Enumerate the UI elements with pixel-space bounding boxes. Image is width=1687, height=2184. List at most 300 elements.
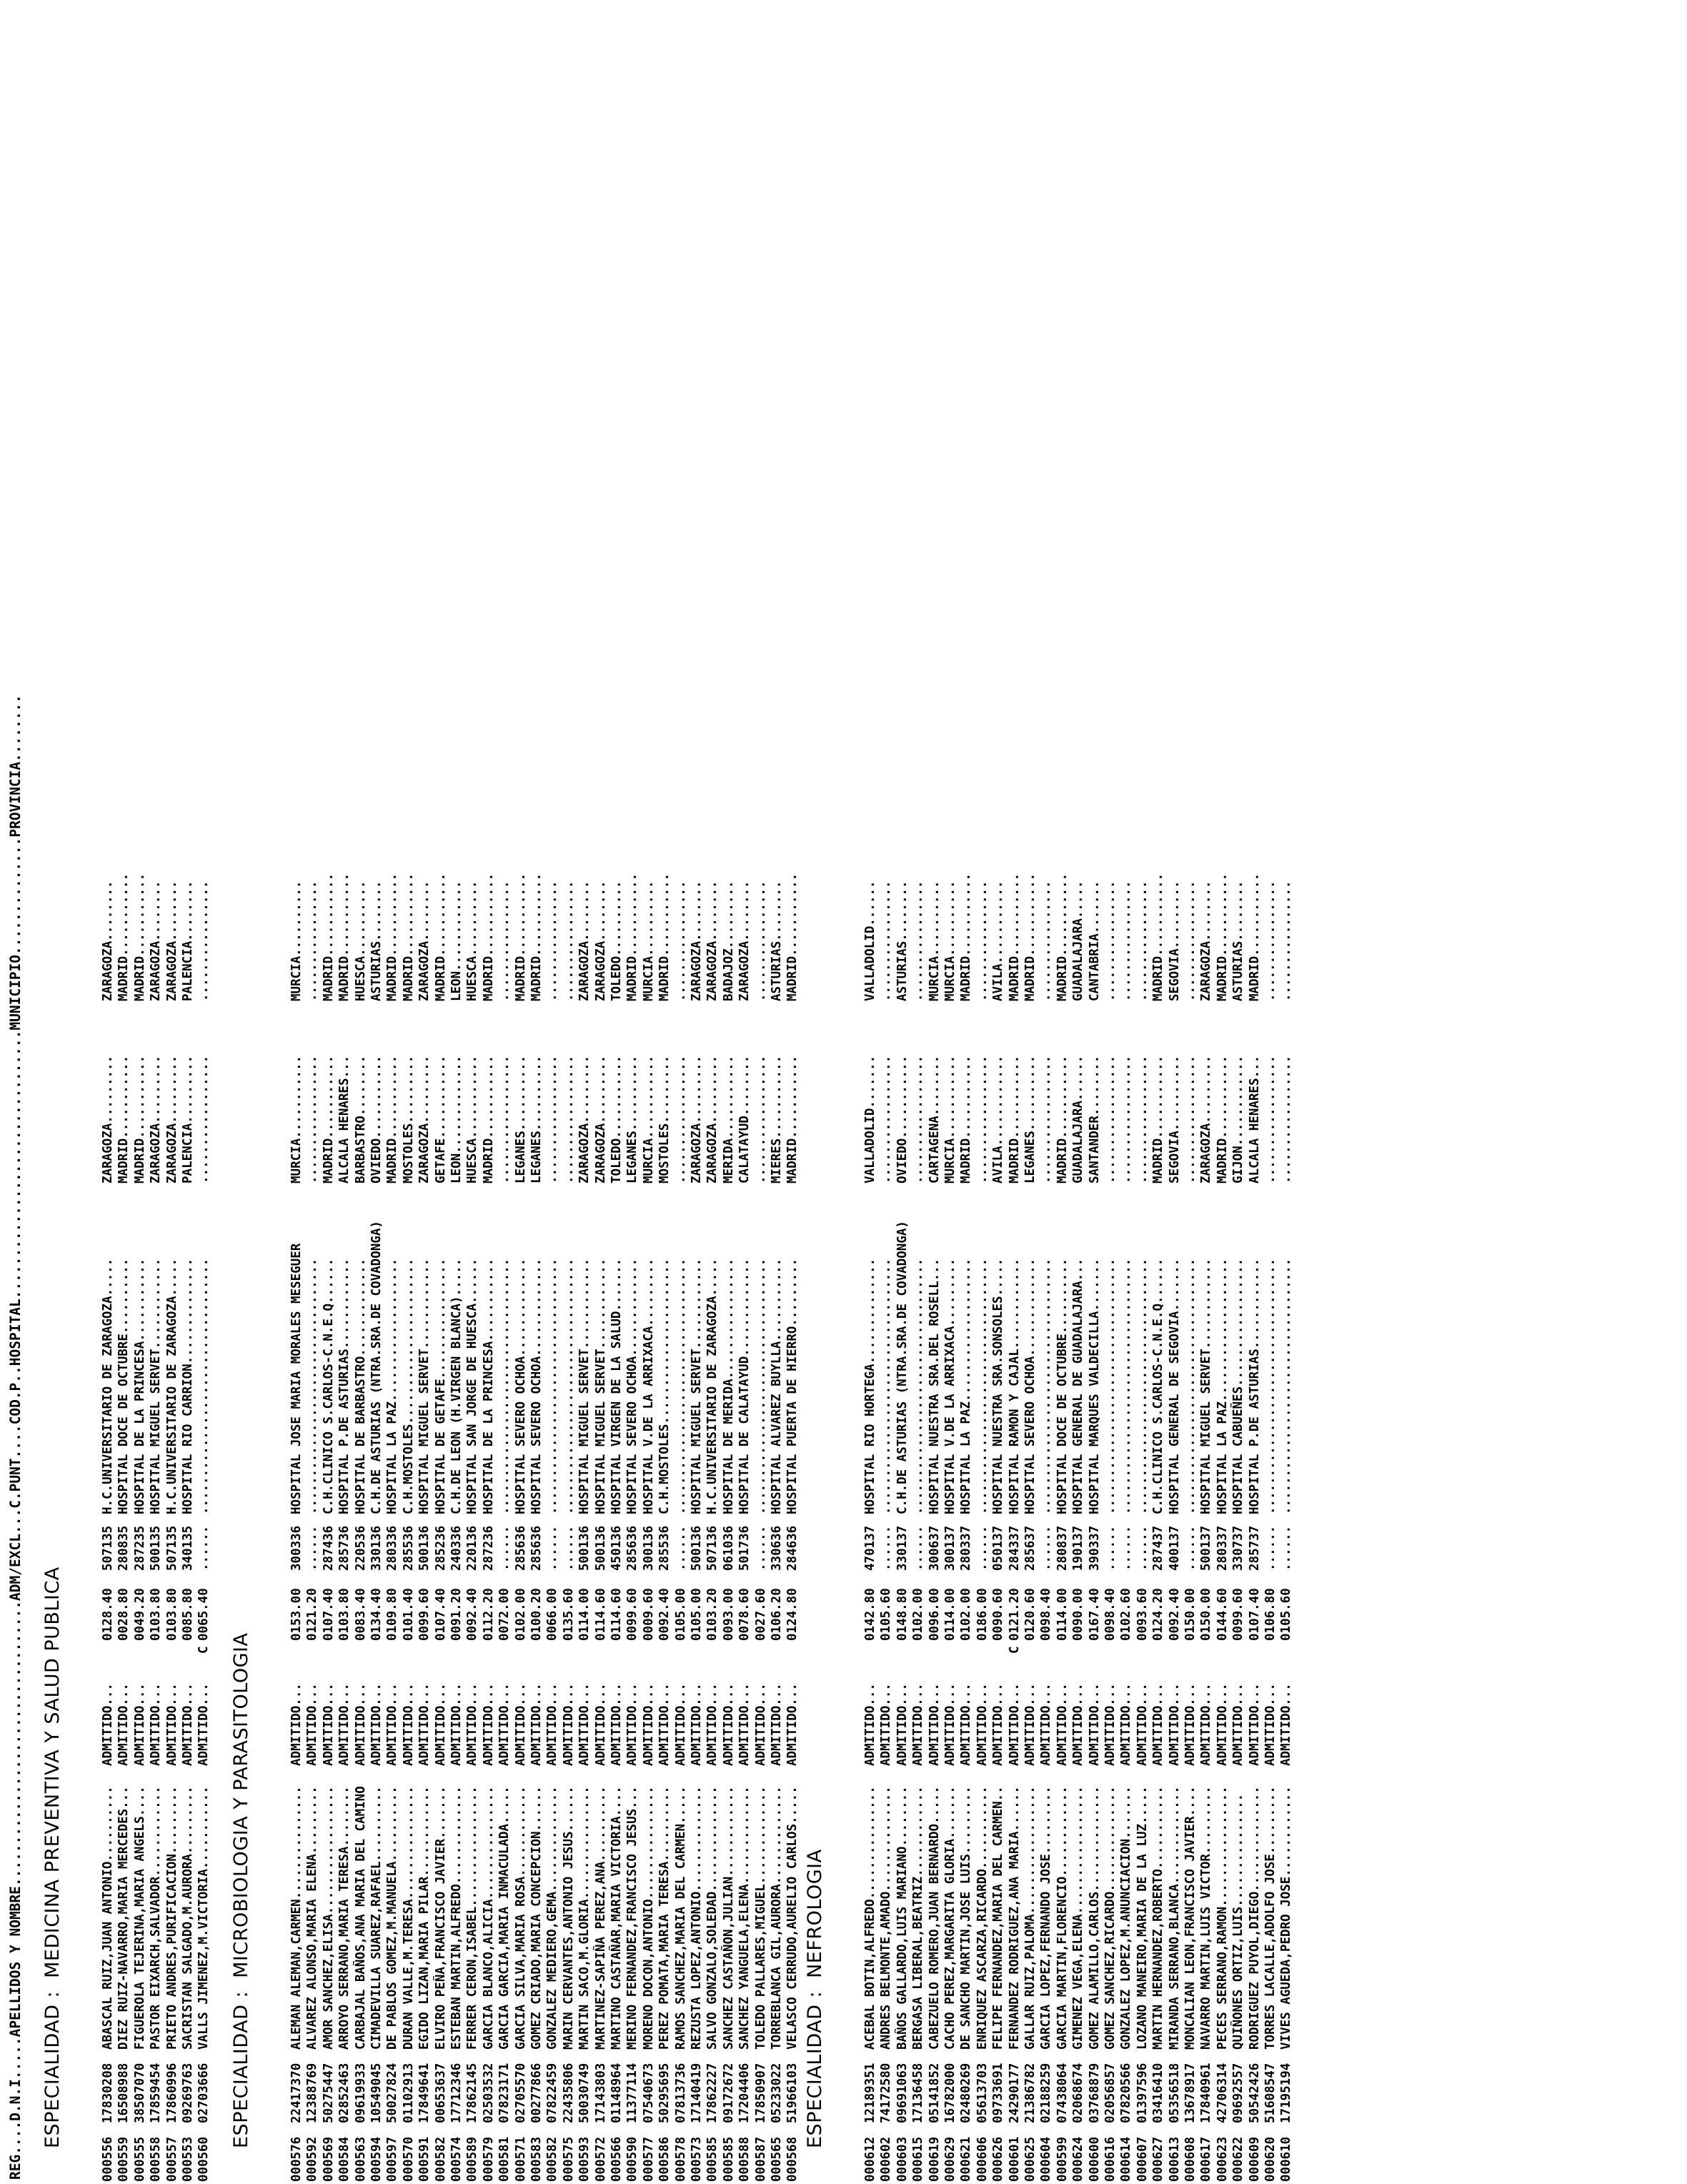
dni-number: 02705570 [513,2063,528,2123]
province: MADRID........... [433,873,448,1001]
admission-status: ADMITIDO... [943,1683,957,1766]
admission-status: ADMITIDO... [863,1683,877,1766]
province: MADRID........... [513,873,528,1001]
dni-number: 02852463 [337,2063,352,2123]
province: ASTURIAS........ [1231,880,1246,1001]
admission-status: ADMITIDO... [529,1683,544,1766]
admission-status: ADMITIDO... [1119,1683,1134,1766]
province: HUESCA.......... [353,880,368,1001]
hospital-code: 300136 [641,1525,656,1571]
applicant-name: RODRIGUEZ PUYOL,DIEGO.............. [1247,1786,1262,2050]
admission-status: ADMITIDO... [673,1683,688,1766]
province: ................ [196,880,212,1001]
specialty-title: NEFROLOGIA [804,1849,826,1978]
applicant-name: DE SANCHO MARTIN,JOSE LUIS......... [959,1786,974,2050]
admission-status: ADMITIDO... [1023,1683,1037,1766]
specialty-heading [230,1633,252,2149]
dni-number: 50275447 [321,2063,336,2123]
record-number: 000571 [513,2136,528,2182]
municipality: ................. [911,1055,926,1183]
province: MADRID........... [116,873,131,1001]
hospital-code: 220536 [353,1525,368,1571]
admission-status: ADMITIDO... [1135,1683,1150,1766]
municipality: ................. [1263,1055,1278,1183]
hospital-code: 280337 [959,1525,974,1571]
hospital-code: 061036 [721,1525,736,1571]
admission-status: ADMITIDO... [433,1683,448,1766]
admission-status: ADMITIDO... [497,1683,512,1766]
province: ASTURIAS........ [369,880,384,1001]
points-score: 0099.60 [1231,1588,1246,1641]
municipality: ................. [1279,1055,1294,1183]
province: MADRID........... [1055,873,1070,1001]
applicant-name: GARCIA GARCIA,MARIA INMACULADA..... [497,1786,512,2050]
hospital-code: 280835 [116,1525,131,1571]
hospital-name: HOSPITAL MIGUEL SERVET............ [1199,1258,1214,1514]
municipality: SANTANDER........ [1087,1055,1102,1183]
province: MADRID........... [1007,873,1022,1001]
admission-status: ADMITIDO... [609,1683,624,1766]
admission-status: ADMITIDO... [353,1683,368,1766]
hospital-code: 300336 [289,1525,304,1571]
dni-number: 02188259 [1039,2063,1054,2123]
hospital-name: HOSPITAL NUESTRA SRA.DEL ROSELL... [927,1258,942,1514]
admission-status: ADMITIDO... [465,1683,480,1766]
applicant-name: TOLEDO PALLARES,MIGUEL............. [753,1786,768,2050]
points-score: 0102.00 [911,1588,926,1641]
admission-status: ADMITIDO... [561,1683,576,1766]
points-score: 0106.20 [770,1588,784,1641]
dni-number: 12388769 [305,2063,320,2123]
hospital-name: HOSPITAL P.DE ASTURIAS............ [337,1258,352,1514]
points-score: 0112.20 [481,1588,496,1641]
record-number: 000579 [481,2136,496,2182]
hospital-code: 287235 [132,1525,147,1571]
points-score: 0103.80 [149,1588,164,1641]
record-number: 000569 [321,2136,336,2182]
hospital-name: .................................. [673,1258,688,1514]
municipality: VALLADOLID....... [863,1055,877,1183]
hospital-code: 284337 [1007,1525,1022,1571]
admission-status: ADMITIDO... [1247,1683,1262,1766]
points-score: 0092.40 [465,1588,480,1641]
municipality: LEGANES.......... [625,1055,640,1183]
dni-number: 05356518 [1167,2063,1182,2123]
municipality: MADRID........... [1055,1055,1070,1183]
record-number: 000622 [1231,2136,1246,2182]
dni-number: 03416410 [1151,2063,1166,2123]
dni-number: 02703666 [196,2063,212,2123]
dni-number: 17140419 [690,2063,704,2123]
applicant-name: GOMEZ ALAMILLO,CARLOS.............. [1087,1786,1102,2050]
dni-number: 13678917 [1183,2063,1198,2123]
dni-number: 16782000 [943,2063,957,2123]
hospital-code: 300137 [943,1525,957,1571]
municipality: BARBASTRO........ [353,1055,368,1183]
province: ................ [1183,880,1198,1001]
admission-status: ADMITIDO... [785,1683,800,1766]
record-number: 000581 [497,2136,512,2182]
record-number: 000619 [927,2136,942,2182]
municipality: CALATAYUD........ [737,1055,752,1183]
record-number: 000586 [657,2136,672,2182]
admission-status: ADMITIDO... [1007,1683,1022,1766]
municipality: MADRID........... [1007,1055,1022,1183]
applicant-name: BERGASA LIBERAL,BEATRIZ............ [911,1786,926,2050]
applicant-name: GALLAR RUIZ,PALOMA................. [1023,1786,1037,2050]
admission-status: ADMITIDO... [449,1683,464,1766]
applicant-name: TORRES LACALLE,ADOLFO JOSE......... [1263,1786,1278,2050]
hospital-name: .................................. [305,1258,320,1514]
record-number: 000621 [959,2136,974,2182]
hospital-name: HOSPITAL P.DE ASTURIAS............ [1247,1258,1262,1514]
applicant-name: ESTEBAN MARTIN,ALFREDO............. [449,1786,464,2050]
admission-status: ADMITIDO... [1183,1683,1198,1766]
record-number: 000620 [1263,2136,1278,2182]
hospital-name: HOSPITAL V.DE LA ARRIXACA......... [943,1258,957,1514]
points-score: 0107.40 [321,1588,336,1641]
admission-status: ADMITIDO... [721,1683,736,1766]
admission-status: ADMITIDO... [321,1683,336,1766]
applicant-name: ENRIQUEZ ASCARZA,RICARDO........... [975,1786,990,2050]
municipality: CARTAGENA........ [927,1055,942,1183]
municipality: ................. [879,1055,894,1183]
record-number: 000594 [369,2136,384,2182]
dni-number: 51608547 [1263,2063,1278,2123]
dni-number: 50542426 [1247,2063,1262,2123]
admission-status: ADMITIDO... [959,1683,974,1766]
municipality: ................. [975,1055,990,1183]
admission-status: ADMITIDO... [1263,1683,1278,1766]
record-number: 000583 [529,2136,544,2182]
record-number: 000602 [879,2136,894,2182]
dni-number: 00277866 [529,2063,544,2123]
hospital-code: ...... [753,1525,768,1571]
points-score: 0099.60 [625,1588,640,1641]
province: MADRID........... [785,873,800,1001]
record-number: 000568 [785,2136,800,2182]
municipality: ................. [1183,1055,1198,1183]
dni-number: 17830208 [101,2063,115,2123]
applicant-name: PEREZ POMATA,MARIA TERESA.......... [657,1786,672,2050]
points-score: 0049.20 [132,1588,147,1641]
admission-status: ADMITIDO... [1071,1683,1086,1766]
municipality: MADRID........... [321,1055,336,1183]
hospital-name: HOSPITAL GENERAL DE SEGOVIA....... [1167,1258,1182,1514]
hospital-name: C.H.MOSTOLES...................... [401,1258,416,1514]
municipality: GIJON............ [1231,1055,1246,1183]
dni-number: 17136458 [911,2063,926,2123]
admission-status: ADMITIDO... [927,1683,942,1766]
hospital-name: HOSPITAL RIO HORTEGA.............. [863,1258,877,1514]
points-score: 0100.20 [529,1588,544,1641]
municipality: MADRID........... [116,1055,131,1183]
province: ZARAGOZA........ [690,880,704,1001]
province: MADRID........... [1247,873,1262,1001]
applicant-name: CIMADEVILLA SUAREZ,RAFAEL.......... [369,1786,384,2050]
record-number: 000587 [753,2136,768,2182]
points-score: 0148.80 [895,1588,910,1641]
hospital-code: 285636 [529,1525,544,1571]
municipality: MADRID........... [385,1055,400,1183]
applicant-name: ANDRES BELMONTE,AMADO.............. [879,1786,894,2050]
applicant-name: MONCALIAN LEON,FRANCISCO JAVIER.... [1183,1786,1198,2050]
admission-status: ADMITIDO... [401,1683,416,1766]
municipality: AVILA............ [991,1055,1006,1183]
hospital-code: ...... [196,1525,212,1571]
province: ZARAGOZA........ [577,880,592,1001]
province: MADRID........... [385,873,400,1001]
record-number: 000626 [991,2136,1006,2182]
admission-status: ADMITIDO... [1087,1683,1102,1766]
dni-number: 17849641 [417,2063,432,2123]
applicant-name: GOMEZ CRIADO,MARIA CONCEPCION...... [529,1786,544,2050]
points-score: 0102.60 [1119,1588,1134,1641]
specialty-heading [41,1567,64,2148]
dni-number: 11377114 [625,2063,640,2123]
hospital-name: .................................. [753,1258,768,1514]
points-score: 0107.40 [1247,1588,1262,1641]
hospital-name: C.H.DE ASTURIAS (NTRA.SRA.DE COVADONGA) [369,1221,384,1514]
dni-number: 09619933 [353,2063,368,2123]
hospital-code: 500136 [577,1525,592,1571]
applicant-name: GOMEZ SANCHEZ,RICARDO.............. [1103,1786,1118,2050]
points-score: 0066.00 [545,1588,560,1641]
hospital-name: HOSPITAL DE CALATAYUD............. [737,1258,752,1514]
dni-number: 17143803 [593,2063,608,2123]
hospital-name: .................................. [1119,1258,1134,1514]
record-number: 000610 [1279,2136,1294,2182]
hospital-name: HOSPITAL SEVERO OCHOA............. [513,1258,528,1514]
municipality: GUADALAJARA...... [1071,1055,1086,1183]
record-number: 000574 [449,2136,464,2182]
points-score: 0121.20 [305,1588,320,1641]
applicant-name: SANCHEZ CASTAÑON,JULIAN............ [721,1786,736,2050]
hospital-code: 287236 [481,1525,496,1571]
hospital-name: HOSPITAL ALVAREZ BUYLLA........... [770,1258,784,1514]
admission-status: ADMITIDO... [911,1683,926,1766]
hospital-code: 280336 [385,1525,400,1571]
applicant-name: AMOR SANCHEZ,ELISA................. [321,1786,336,2050]
dni-number: 21386782 [1023,2063,1037,2123]
hospital-code: 390337 [1087,1525,1102,1571]
points-flag: C [1007,1646,1022,1654]
municipality: SEGOVIA.......... [1167,1055,1182,1183]
record-number: 000573 [690,2136,704,2182]
points-score: 0135.60 [561,1588,576,1641]
province: MADRID........... [401,873,416,1001]
province: ................ [1135,880,1150,1001]
hospital-name: .................................. [1279,1258,1294,1514]
dni-number: 50295695 [657,2063,672,2123]
hospital-name: HOSPITAL LA PAZ................... [959,1258,974,1514]
hospital-name: C.H.CLINICO S.CARLOS-C.N.E.Q...... [1151,1258,1166,1514]
hospital-name: HOSPITAL DE BARBASTRO............. [353,1258,368,1514]
record-number: 000576 [289,2136,304,2182]
record-number: 000577 [641,2136,656,2182]
hospital-code: 287437 [1151,1525,1166,1571]
record-number: 000565 [770,2136,784,2182]
hospital-code: 220136 [465,1525,480,1571]
province: ZARAGOZA........ [101,880,115,1001]
dni-number: 05141852 [927,2063,942,2123]
applicant-name: PRIETO ANDRES,PURIFICACION......... [164,1786,179,2050]
dni-number: 22417370 [289,2063,304,2123]
municipality: GETAFE........... [433,1055,448,1183]
specialty-label: ESPECIALIDAD : [804,1990,826,2148]
municipality: HUESCA........... [465,1055,480,1183]
municipality: OVIEDO........... [369,1055,384,1183]
record-number: 000629 [943,2136,957,2182]
dni-number: 74172580 [879,2063,894,2123]
admission-status: ADMITIDO... [895,1683,910,1766]
points-score: 0091.20 [449,1588,464,1641]
dni-number: 07822459 [545,2063,560,2123]
record-number: 000570 [401,2136,416,2182]
hospital-code: 285636 [513,1525,528,1571]
dni-number: 01148964 [609,2063,624,2123]
hospital-name: C.H.DE ASTURIAS (NTRA.SRA.DE COVADONGA) [895,1221,910,1514]
dni-number: 17195194 [1279,2063,1294,2123]
hospital-name: HOSPITAL SEVERO OCHOA............. [1023,1258,1037,1514]
hospital-code: ...... [1263,1525,1278,1571]
municipality: ALCALA HENARES... [337,1055,352,1183]
points-flag: C [196,1646,212,1654]
hospital-code: 330737 [1231,1525,1246,1571]
points-score: 0106.80 [1263,1588,1278,1641]
points-score: 0150.00 [1183,1588,1198,1641]
dni-number: 51966103 [785,2063,800,2123]
admission-status: ADMITIDO... [879,1683,894,1766]
applicant-name: VELASCO CERRUDO,AURELIO CARLOS..... [785,1786,800,2050]
applicant-name: GONZALEZ LOPEZ,M.ANUNCIACION....... [1119,1786,1134,2050]
applicant-name: MERINO FERNANDEZ,FRANCISCO JESUS... [625,1786,640,2050]
hospital-name: .................................. [497,1258,512,1514]
municipality: LEON............. [449,1055,464,1183]
dni-number: 02503532 [481,2063,496,2123]
points-score: 0186.00 [975,1588,990,1641]
dni-number: 50030749 [577,2063,592,2123]
municipality: LEGANES.......... [1023,1055,1037,1183]
dni-number: 16508988 [116,2063,131,2123]
dni-number: 17712346 [449,2063,464,2123]
record-number: 000603 [895,2136,910,2182]
hospital-name: HOSPITAL LA PAZ................... [1215,1258,1230,1514]
municipality: ................. [305,1055,320,1183]
hospital-code: 340135 [181,1525,195,1571]
applicant-name: VALLS JIMENEZ,M.VICTORIA........... [196,1786,212,2050]
points-score: 0105.60 [879,1588,894,1641]
admission-status: ADMITIDO... [1151,1683,1166,1766]
applicant-name: DIEZ RUIZ-NAVARRO,MARIA MERCEDES... [116,1786,131,2050]
record-number: 000616 [1103,2136,1118,2182]
municipality: ZARAGOZA......... [164,1055,179,1183]
points-score: 0153.00 [289,1588,304,1641]
municipality: ................. [673,1055,688,1183]
hospital-code: 285236 [433,1525,448,1571]
hospital-code: 450136 [609,1525,624,1571]
points-score: 0105.00 [690,1588,704,1641]
municipality: ................. [497,1055,512,1183]
admission-status: ADMITIDO... [1279,1683,1294,1766]
hospital-code: ...... [545,1525,560,1571]
points-score: 0120.60 [1023,1588,1037,1641]
hospital-name: .................................. [975,1258,990,1514]
points-score: 0092.40 [1167,1588,1182,1641]
province: MADRID........... [1023,873,1037,1001]
hospital-code: 280337 [1215,1525,1230,1571]
admission-status: ADMITIDO... [385,1683,400,1766]
municipality: MIERES........... [770,1055,784,1183]
admission-status: ADMITIDO... [513,1683,528,1766]
record-number: 000623 [1215,2136,1230,2182]
dni-number: 07813736 [673,2063,688,2123]
record-number: 000559 [116,2136,131,2182]
points-score: 0103.80 [337,1588,352,1641]
province: ................ [561,880,576,1001]
applicant-name: SACRISTAN SALGADO,M.AURORA......... [181,1786,195,2050]
province: ................ [673,880,688,1001]
hospital-name: HOSPITAL LA PAZ................... [385,1258,400,1514]
province: ZARAGOZA........ [164,880,179,1001]
admission-status: ADMITIDO... [657,1683,672,1766]
points-score: 0065.40 [196,1588,212,1641]
record-number: 000593 [577,2136,592,2182]
municipality: ................. [545,1055,560,1183]
hospital-name: .................................. [1039,1258,1054,1514]
hospital-name: HOSPITAL PUERTA DE HIERRO......... [785,1258,800,1514]
points-score: 0083.40 [353,1588,368,1641]
points-score: 0144.60 [1215,1588,1230,1641]
record-number: 000557 [164,2136,179,2182]
dni-number: 02068674 [1071,2063,1086,2123]
applicant-name: VIVES AGUEDA,PEDRO JOSE............ [1279,1786,1294,2050]
dni-number: 07540673 [641,2063,656,2123]
admission-status: ADMITIDO... [1231,1683,1246,1766]
dni-number: 10549045 [369,2063,384,2123]
dni-number: 01102913 [401,2063,416,2123]
admission-status: ADMITIDO... [116,1683,131,1766]
hospital-name: HOSPITAL DOCE DE OCTUBRE.......... [116,1258,131,1514]
province: MADRID........... [657,873,672,1001]
points-score: 0109.80 [385,1588,400,1641]
points-score: 0102.00 [959,1588,974,1641]
hospital-code: ...... [1103,1525,1118,1571]
hospital-name: HOSPITAL MIGUEL SERVET............ [690,1258,704,1514]
hospital-code: ...... [879,1525,894,1571]
municipality: ZARAGOZA......... [593,1055,608,1183]
province: CANTABRIA....... [1087,880,1102,1001]
record-number: 000582 [433,2136,448,2182]
municipality: MADRID........... [1151,1055,1166,1183]
province: MADRID........... [625,873,640,1001]
applicant-name: FIGUEROLA TEJERINA,MARIA ANGELS.... [132,1786,147,2050]
dni-number: 07823171 [497,2063,512,2123]
hospital-code: 280837 [1055,1525,1070,1571]
specialty-title: MICROBIOLOGIA Y PARASITOLOGIA [230,1632,252,1978]
hospital-name: HOSPITAL DE LA PRINCESA........... [481,1258,496,1514]
points-score: 0101.40 [401,1588,416,1641]
hospital-name: HOSPITAL V.DE LA ARRIXACA......... [641,1258,656,1514]
hospital-code: 500136 [593,1525,608,1571]
hospital-name: HOSPITAL SAN JORGE DE HUESCA...... [465,1258,480,1514]
municipality: LEGANES.......... [529,1055,544,1183]
municipality: TOLEDO........... [609,1055,624,1183]
applicant-name: FELIPE FERNANDEZ,MARIA DEL CARMEN.. [991,1786,1006,2050]
province: HUESCA.......... [465,880,480,1001]
applicant-name: ABASCAL RUIZ,JUAN ANTONIO.......... [101,1786,115,2050]
points-score: 0090.60 [991,1588,1006,1641]
